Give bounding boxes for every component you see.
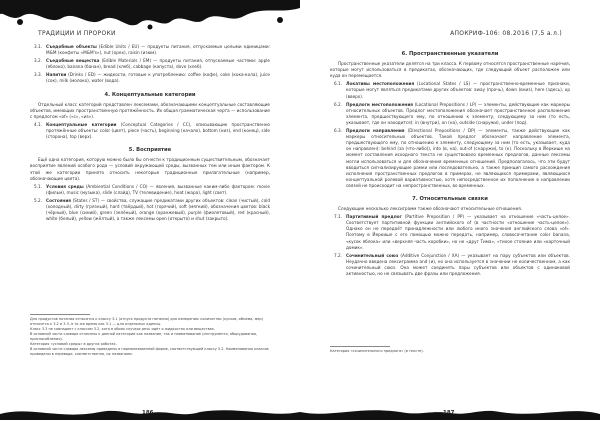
running-head: АПОКРИФ-106: 08.2016 (7,5 а.л.) [450,30,562,37]
page-number: 187 [443,410,455,416]
footnote: Категория «сочинительного предлога» (в тексте). [330,349,424,353]
definition-item: 5.1. Условия среды (Ambiential Conditions / CO) — явления, вызванные каким-либо фактором: movie (фильм), music (музыка), slide (слайд), TV (телевидение), heat (жара), light (свет). [34,183,270,195]
definition-item: 6.3. Предлоги направления (Directional Prepositions / DP) — элементы, также действующие как маркеры относительных объектов. Такой предлог обозначает направление элемента, предшествующего ему, по отношению к элементу, следующему за ним (то есть, указывает, куда он направлен): behind (за (что-либо)), into (в, на), out-of (снаружи), to (к). Поскольку в Йеркише на момент составления исходного текста не существовало временных предлогов, данные лексемы могли использоваться и для обозначения временных отношений. Предполагалось, что эти будут вводиться сигнализирующие рамки или последовательно, а также принцип самого расхождения исполнения пространственных предлогов в примерах, не являющихся примерами, являющихся концептуальной ролевой вариативностью, хотя непосредственное их пополнение в направлении связей не происходит на непространственных, во временных. [334,128,570,188]
section-heading: 4. Концептуальные категории [104,91,196,98]
definition-item: 4.1. Концептуальные категории (Conceptual Categories / CC), описывающие пространственно протяжённые объекты: color (цвет), piece (часть), beginning (начало), bottom (низ), end (конец), side (сторона), top (верх). [34,121,270,140]
paragraph: Пространственные указатели делятся на три класса. К первому относятся пространственные наречия, которые могут использоваться в предикатах, обозначающих, где следующий объект расположен или куда он перемещается. [330,61,570,79]
footnote-rule [30,314,90,315]
footnote: В основной части словаря лексемы приведены в нормализованной форме, соответствующей классу 5.2. Наименования классов приведены в переводе, соответственно, их названиям. [30,347,269,356]
paragraph: Ещё одна категория, которую можно было бы отнести к традиционным существительным, обозначает восприятие явлений особого рода — условий окружающей среды, вызванных тем или иным фактором. К этой же категории принято относить некоторые традиционные прилагательные (например, обозначающие цвета). [30,157,270,181]
section-heading: 6. Пространственные указатели [401,51,499,57]
section-heading: 5. Восприятие [128,147,172,154]
footnote-rule [330,346,390,347]
footnote: Категория «условий среды» в других работах. [30,342,117,346]
section-heading: 7. Относительные связки [412,195,488,202]
footnotes [330,346,570,354]
header-ornament [0,0,300,30]
definition-item: 6.2. Предлоги местоположения (Locational Prepositions / LP) — элементы, действующие как маркеры относительных объектов. Предлог местоположения обозначает пространственное расположение элемента, предшествующего ему, по отношению к элементу, следующему за ним (то есть, указывает, где он находится): in (внутри), on (на), outside (снаружи), under (под). [334,101,570,125]
footnote: Для продуктов питания относится к классу 3.1 (отпуск продукта питания) для измерения: количество (кусков, объема, мер) относится к 3.2 и 3.3, в то же время как 3.1 — для отдельных единиц. [30,317,263,326]
definition-item: 3.3. Напитки (Drinks / ED) — жидкости, готовые к употреблению: coffee (кофе), coke (кока-кола), juice (сок), milk (молоко), water (вода). [34,72,270,84]
page-number: 186 [142,410,154,416]
left-body [30,44,270,224]
footnote: В основной части словаря отнесены к данной категории как название, так и наименование (инструмента, оборудования, приспособления). [30,332,258,341]
definition-item: 5.2. Состояния (States / ST) — свойства, служащие предикатами других объектов: clean (чистый), cold (холодный), dirty (грязный), hard (твёрдый), hot (горячий), soft (мягкий), обозначения цветов: black (чёрный), blue (синий), green (зелёный), orange (оранжевый), purple (фиолетовый), red (красный), white (белый), yellow (жёлтый), а также лексемы open (открыто) и shut (закрыто). [34,197,270,222]
right-body [330,44,570,279]
footnote: Класс 3.3 не совпадает с классом 3.2, хотя в обоих случаях речь идёт о жидкостях или веществах. [30,327,215,331]
definition-item: 7.1. Партитивный предлог (Partitive Preposition / PP) — указывает на отношение «часть-целое». Соответствует партитивной функции английского of (в частности «отношение часть-целое»). Однако он не передаёт принадлежности или любого иного значения английского слова «of». Поэтому в Йеркише с его помощью можно передать, например, словосочетание color banana, «кусок яблока» или «верхняя часть коробки», но не «друг Тима», «тихое стояние или «карточный домик». [334,214,570,250]
definition-item: 6.1. Локативы местоположения (Locational States / LS) — пространственно-временные признаки, которые могут являться предикатами других объектов: away (прочь), down (вниз), here (здесь), up (вверх). [334,81,570,99]
running-head: ТРАДИЦИИ И ПРОРОКИ [38,30,116,37]
definition-item: 3.1. Съедобные объекты (Edible Units / EU) — продукты питания, отпускаемые целыми единицами: M&M (конфеты «M&M's»), nut (орех), raisin (изюм). [34,44,270,56]
paragraph: Следующие несколько лексиграмм также обозначают относительные отношения. [338,206,523,212]
footnotes [30,314,270,357]
definition-item: 7.2. Сочинительный союз (Additive Conjunction / XA) — указывает на пару субъектов или объектов. Неудачно введена лексиграмма and (и), но она используется в значении не количественном, а как сочинительный союз. Она может соединять пары субъектов или объектов с одинаковой активностью, но не связывать две фразы или предложения. [334,252,570,276]
paragraph: Отдельный класс категорий представлен лексемами, обозначающими концептуальные составляющие объектов, имеющих пространственную протяжённость. Их общая грамматическая черта — использование с предлогом «of» («с», «из»). [30,101,270,119]
right-page [300,0,600,424]
definition-item: 3.2. Съедобные вещества (Edible Materials / EM) — продукты питания, отпускаемые частями: apple (яблоко), banana (банан), bread (хлеб), cabbage (капуста), dove (хлеб). [34,58,270,70]
